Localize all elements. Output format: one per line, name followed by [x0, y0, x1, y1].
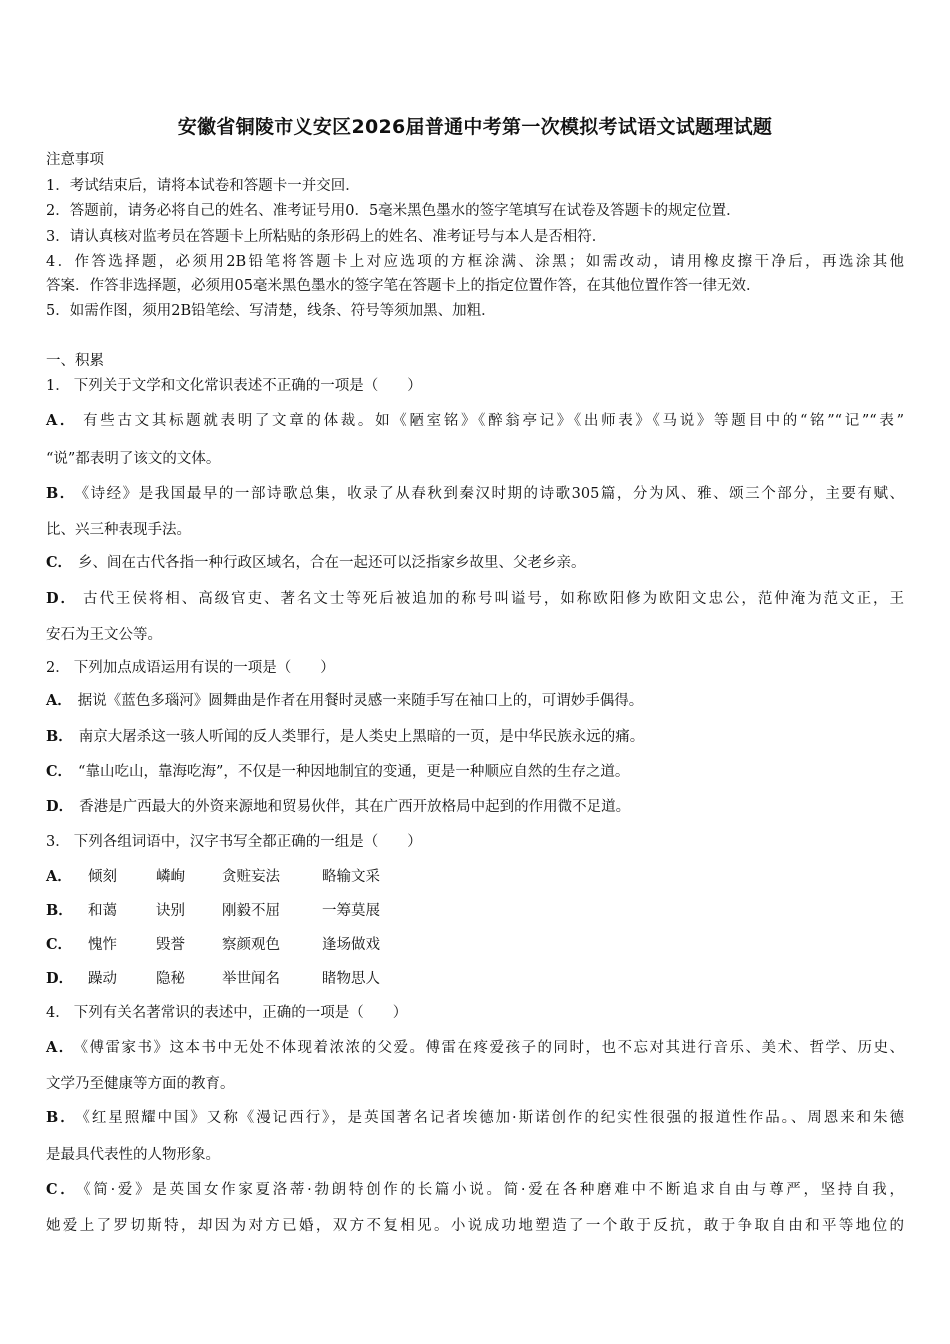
- word: 察颜观色: [222, 937, 280, 953]
- option-text: “靠山吃山，靠海吃海”，不仅是一种因地制宜的变通，更是一种顺应自然的生存之道。: [78, 764, 630, 780]
- notice-item: 5．如需作图，须用2B铅笔绘、写清楚，线条、符号等须加黑、加粗．: [46, 303, 496, 319]
- option-c: [46, 762, 629, 782]
- option-letter: B．: [46, 728, 73, 745]
- option-a: [46, 691, 643, 711]
- word: 贪赃妄法: [222, 869, 280, 885]
- word-row: [46, 867, 422, 887]
- option-letter: B．: [46, 1109, 77, 1126]
- option-text: 古代王侯将相、高级官吏、著名文士等死后被追加的称号叫谥号，如称欧阳修为欧阳文忠公，范仲淹为范文正，王: [83, 591, 904, 607]
- option-b-cont: 比、兴三种表现手法。: [46, 522, 191, 538]
- word: 毁誉: [156, 937, 185, 953]
- question-number: 1．: [46, 378, 70, 394]
- question-number: 2．: [46, 660, 70, 676]
- word: 诀别: [156, 903, 185, 919]
- notice-heading: 注意事项: [46, 152, 104, 168]
- option-letter: D．: [46, 970, 74, 987]
- word: 逢场做戏: [322, 937, 380, 953]
- option-text: 有些古文其标题就表明了文章的体裁。如《陋室铭》《醉翁亭记》《出师表》《马说》等题目中的“铭”“记”“表”: [83, 413, 904, 429]
- word: 和蔼: [88, 903, 117, 919]
- word-row: [46, 969, 422, 989]
- question-stem: [46, 1003, 407, 1023]
- page-title: 安徽省铜陵市义安区2026届普通中考第一次模拟考试语文试题理试题: [177, 116, 773, 138]
- question-number: 4．: [46, 1005, 70, 1021]
- question-text: 下列各组词语中，汉字书写全都正确的一组是（ ）: [73, 834, 422, 850]
- option-letter: C．: [46, 763, 73, 780]
- word: 躁动: [88, 971, 117, 987]
- option-d-cont: 安石为王文公等。: [46, 627, 162, 643]
- word: 举世闻名: [222, 971, 280, 987]
- option-c: [46, 1180, 904, 1200]
- option-letter: B．: [46, 485, 76, 502]
- option-letter: B．: [46, 902, 73, 919]
- option-b: [46, 727, 644, 747]
- option-a: [46, 1038, 904, 1058]
- option-letter: A．: [46, 868, 72, 885]
- notice-item: 1．考试结束后，请将本试卷和答题卡一并交回．: [46, 178, 360, 194]
- section-heading: 一、积累: [46, 353, 104, 369]
- option-b: [46, 1108, 904, 1128]
- word-row: [46, 935, 422, 955]
- question-stem: [46, 658, 335, 678]
- option-text: 《傅雷家书》这本书中无处不体现着浓浓的父爱。傅雷在疼爱孩子的同时，也不忘对其进行音乐、美术、哲学、历史、: [80, 1040, 904, 1056]
- notice-item: 4．作答选择题，必须用2B铅笔将答题卡上对应选项的方框涂满、涂黑；如需改动，请用橡皮擦干净后，再选涂其他: [46, 254, 904, 270]
- option-text: 香港是广西最大的外资来源地和贸易伙伴，其在广西开放格局中起到的作用微不足道。: [79, 799, 631, 815]
- option-letter: C．: [46, 554, 73, 571]
- question-text: 下列关于文学和文化常识表述不正确的一项是（ ）: [73, 378, 422, 394]
- option-letter: A．: [46, 412, 78, 429]
- option-letter: C．: [46, 1181, 78, 1198]
- option-text: 据说《蓝色多瑙河》圆舞曲是作者在用餐时灵感一来随手写在袖口上的，可谓妙手偶得。: [77, 693, 644, 709]
- word: 愧怍: [88, 937, 117, 953]
- option-text: 《红星照耀中国》又称《漫记西行》，是英国著名记者埃德加·斯诺创作的纪实性很强的报道性作品。、周恩来和朱德: [82, 1110, 904, 1126]
- question-number: 3．: [46, 834, 70, 850]
- option-text: 《简·爱》是英国女作家夏洛蒂·勃朗特创作的长篇小说。简·爱在各种磨难中不断追求自由与尊严，坚持自我，: [83, 1182, 904, 1198]
- option-b: [46, 484, 904, 504]
- notice-item: 3．请认真核对监考员在答题卡上所粘贴的条形码上的姓名、准考证号与本人是否相符．: [46, 229, 607, 245]
- word-row: [46, 901, 422, 921]
- word: 刚毅不屈: [222, 903, 280, 919]
- option-letter: D．: [46, 590, 77, 607]
- option-a-cont: 文学乃至健康等方面的教育。: [46, 1076, 235, 1092]
- question-stem: [46, 376, 422, 396]
- notice-item: 答案．作答非选择题，必须用05毫米黑色墨水的签字笔在答题卡上的指定位置作答，在其他位置作答一律无效．: [46, 278, 761, 294]
- word: 一筹莫展: [322, 903, 380, 919]
- question-text: 下列有关名著常识的表述中，正确的一项是（ ）: [73, 1005, 408, 1021]
- option-letter: D．: [46, 798, 74, 815]
- option-letter: A．: [46, 1039, 75, 1056]
- word: 睹物思人: [322, 971, 380, 987]
- word: 嶙峋: [156, 869, 185, 885]
- word: 隐秘: [156, 971, 185, 987]
- word: 略输文采: [322, 869, 380, 885]
- option-text: 《诗经》是我国最早的一部诗歌总集，收录了从春秋到秦汉时期的诗歌305篇，分为风、雅、颂三个部分，主要有赋、: [81, 486, 904, 502]
- option-letter: A．: [46, 692, 72, 709]
- notice-item: 2．答题前，请务必将自己的姓名、准考证号用0．5毫米黑色墨水的签字笔填写在试卷及答题卡的规定位置．: [46, 203, 741, 219]
- word: 倾刻: [88, 869, 117, 885]
- option-b-cont: 是最具代表性的人物形象。: [46, 1147, 220, 1163]
- question-stem: [46, 832, 422, 852]
- option-a-cont: “说”都表明了该文的文体。: [46, 451, 221, 467]
- option-c: [46, 553, 586, 573]
- option-text: 乡、闾在古代各指一种行政区域名，合在一起还可以泛指家乡故里、父老乡亲。: [78, 555, 586, 571]
- option-d: [46, 797, 630, 817]
- option-letter: C．: [46, 936, 73, 953]
- option-d: [46, 589, 904, 609]
- option-a: [46, 411, 904, 431]
- option-text: 南京大屠杀这一骇人听闻的反人类罪行，是人类史上黑暗的一页，是中华民族永远的痛。: [78, 729, 645, 745]
- option-c-cont: 她爱上了罗切斯特，却因为对方已婚，双方不复相见。小说成功地塑造了一个敢于反抗，敢于争取自由和平等地位的: [46, 1218, 904, 1234]
- question-text: 下列加点成语运用有误的一项是（ ）: [73, 660, 335, 676]
